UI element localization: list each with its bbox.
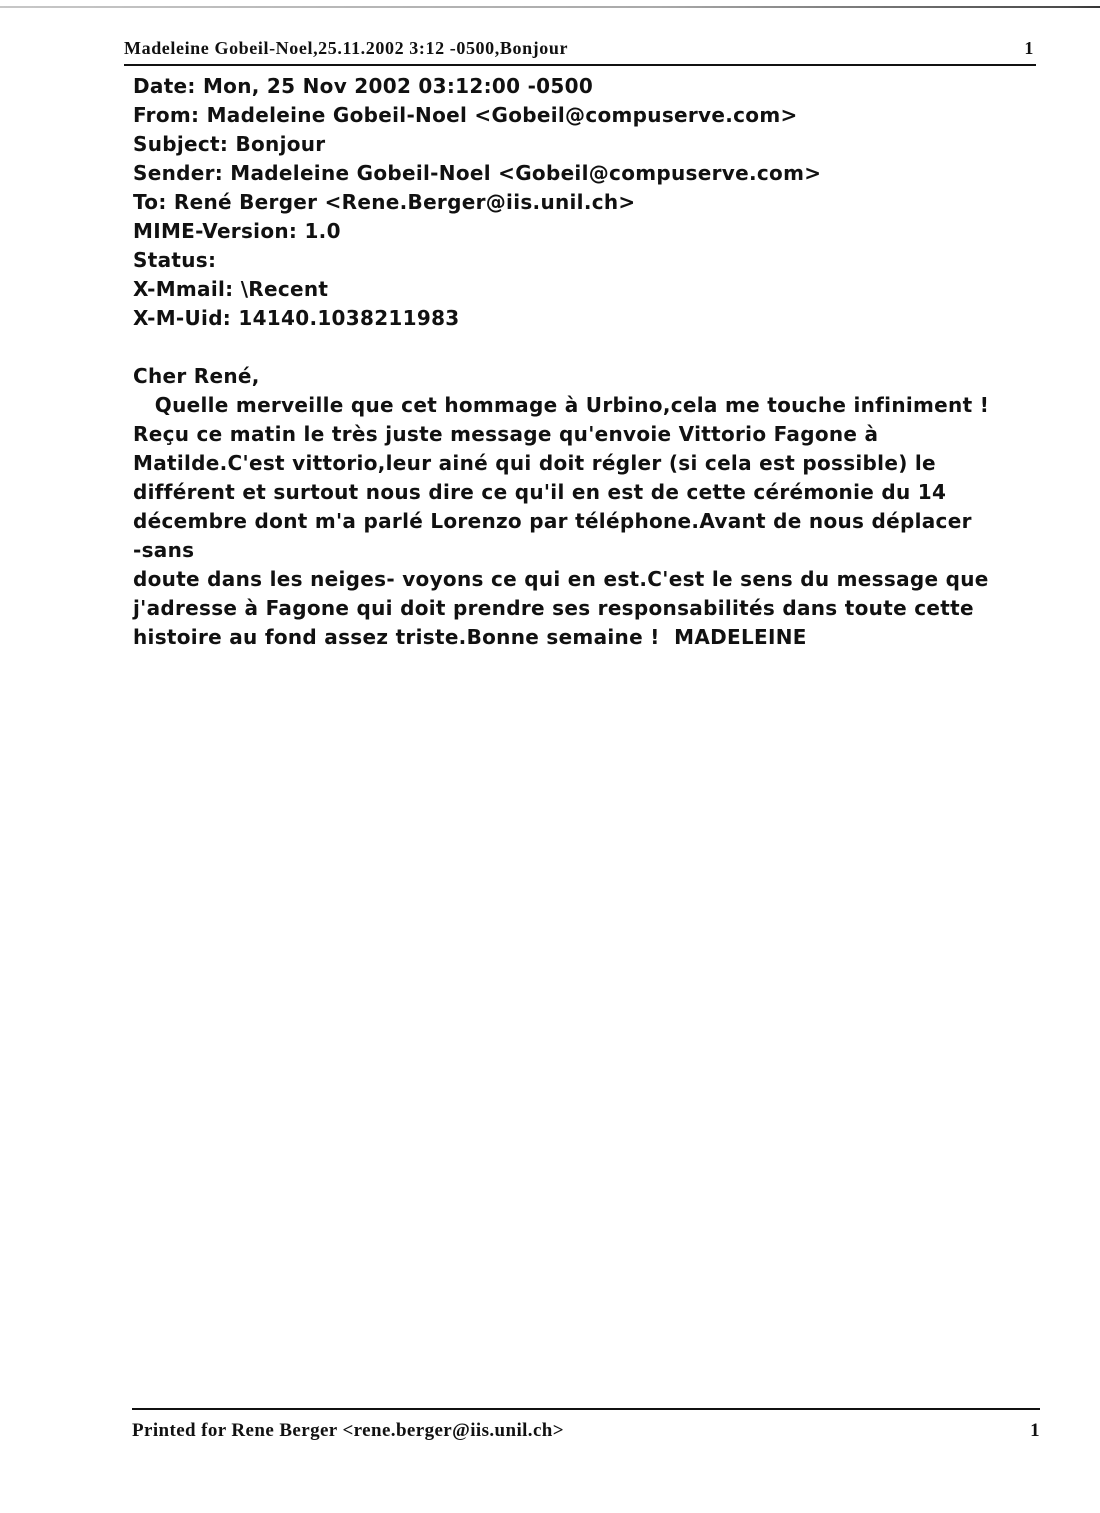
body-line: décembre dont m'a parlé Lorenzo par téléphone.Avant de nous déplacer	[133, 509, 972, 533]
header-from: From: Madeleine Gobeil-Noel <Gobeil@compuserve.com>	[133, 103, 798, 127]
body-signature-line: histoire au fond assez triste.Bonne semaine ! MADELEINE	[133, 625, 807, 649]
header-status: Status:	[133, 248, 217, 272]
header-subject: Subject: Bonjour	[133, 132, 326, 156]
scan-edge	[0, 6, 1100, 8]
body-line: Matilde.C'est vittorio,leur ainé qui doit régler (si cela est possible) le	[133, 451, 936, 475]
page-footer-number: 1	[1030, 1420, 1040, 1441]
email-message	[133, 72, 1033, 652]
page-footer	[132, 1408, 1040, 1441]
header-x-m-uid: X-M-Uid: 14140.1038211983	[133, 306, 460, 330]
body-line: différent et surtout nous dire ce qu'il en est de cette cérémonie du 14	[133, 480, 947, 504]
header-body-gap	[133, 333, 1033, 362]
email-headers	[133, 72, 1033, 333]
body-greeting: Cher René,	[133, 364, 260, 388]
page-header	[124, 36, 1036, 66]
page-footer-text: Printed for Rene Berger <rene.berger@iis.unil.ch>	[132, 1420, 564, 1441]
page-header-title: Madeleine Gobeil-Noel,25.11.2002 3:12 -0500,Bonjour	[124, 38, 569, 58]
body-line: Quelle merveille que cet hommage à Urbino,cela me touche infiniment !	[133, 393, 990, 417]
email-body	[133, 362, 1033, 652]
header-to: To: René Berger <Rene.Berger@iis.unil.ch>	[133, 190, 636, 214]
page-header-number: 1	[1024, 38, 1034, 58]
body-line: doute dans les neiges- voyons ce qui en est.C'est le sens du message que	[133, 567, 989, 591]
header-mime-version: MIME-Version: 1.0	[133, 219, 341, 243]
header-sender: Sender: Madeleine Gobeil-Noel <Gobeil@compuserve.com>	[133, 161, 822, 185]
header-x-mmail: X-Mmail: \Recent	[133, 277, 329, 301]
body-line: Reçu ce matin le très juste message qu'envoie Vittorio Fagone à	[133, 422, 879, 446]
body-line: -sans	[133, 538, 195, 562]
body-line: j'adresse à Fagone qui doit prendre ses responsabilités dans toute cette	[133, 596, 974, 620]
header-date: Date: Mon, 25 Nov 2002 03:12:00 -0500	[133, 74, 594, 98]
